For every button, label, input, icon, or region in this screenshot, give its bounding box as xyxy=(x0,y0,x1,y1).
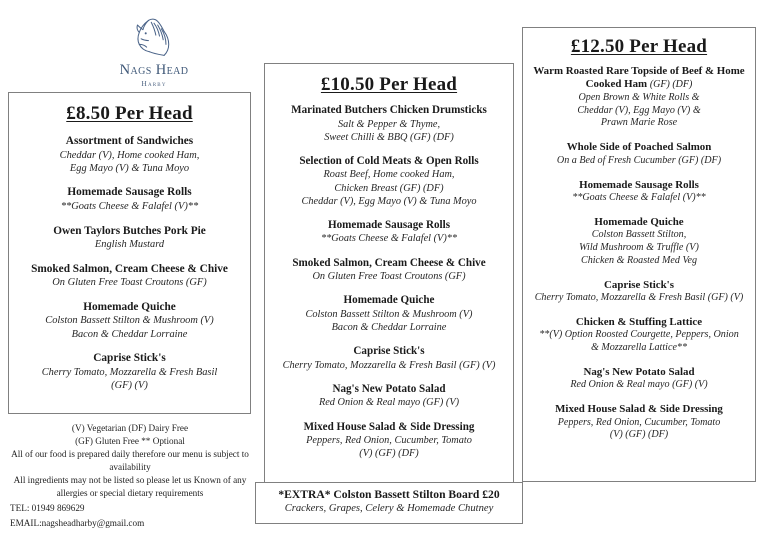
menu-item-name: Homemade Quiche xyxy=(343,294,435,307)
menu-item-name: Marinated Butchers Chicken Drumsticks xyxy=(291,104,487,116)
allergy-note: All ingredients may not be listed so please let us Known of any allergies or special dietary requirements xyxy=(13,475,247,499)
availability-note: All of our food is prepared daily therefore our menu is subject to availability xyxy=(11,449,249,473)
menu-item-name: Owen Taylors Butches Pork Pie xyxy=(53,224,206,237)
menu-item xyxy=(529,279,749,305)
menu-item-list xyxy=(271,104,507,460)
menu-item xyxy=(271,257,507,284)
menu-item xyxy=(529,316,749,355)
menu-item xyxy=(15,186,244,213)
panel-title: £8.50 Per Head xyxy=(66,103,193,124)
menu-item-desc: **Goats Cheese & Falafel (V)** xyxy=(320,233,458,245)
menu-item-name: Homemade Sausage Rolls xyxy=(327,218,451,231)
menu-item-name: Homemade Sausage Rolls xyxy=(579,178,699,191)
menu-item-name: Nag's New Potato Salad xyxy=(332,382,446,395)
menu-item-diet-tag: (GF) (DF) xyxy=(649,79,693,91)
menu-item-name: Smoked Salmon, Cream Cheese & Chive xyxy=(292,256,486,269)
contact-email: EMAIL:nagsheadharby@gmail.com xyxy=(10,518,145,529)
menu-item-desc: Colston Bassett Stilton & Mushroom (V) Bacon & Cheddar Lorraine xyxy=(305,308,473,334)
menu-item xyxy=(529,403,749,442)
menu-item-name: Caprise Stick's xyxy=(604,278,674,291)
menu-item-desc: Red Onion & Real mayo (GF) (V) xyxy=(570,379,708,391)
menu-item-desc: Salt & Pepper & Thyme, Sweet Chilli & BBQ (GF) (DF) xyxy=(324,118,454,143)
panel-title: £10.50 Per Head xyxy=(320,74,458,95)
menu-item-name: Mixed House Salad & Side Dressing xyxy=(303,420,475,433)
menu-item-name: Homemade Quiche xyxy=(594,215,684,228)
menu-item xyxy=(271,383,507,410)
menu-item-desc: On Gluten Free Toast Croutons (GF) xyxy=(52,277,207,289)
menu-item-desc: **Goats Cheese & Falafel (V)** xyxy=(572,191,706,203)
menu-item-desc: Cheddar (V), Home cooked Ham, Egg Mayo (V) & Tuna Moyo xyxy=(59,149,200,175)
menu-item xyxy=(529,366,749,392)
menu-item-name: Homemade Sausage Rolls xyxy=(67,186,192,199)
menu-item xyxy=(271,294,507,334)
brand-logo xyxy=(104,14,204,88)
menu-item-desc: English Mustard xyxy=(94,239,165,251)
menu-panel-10-50 xyxy=(264,63,514,483)
footnotes xyxy=(10,422,250,531)
menu-item-name xyxy=(529,65,749,92)
menu-item-desc: On Gluten Free Toast Croutons (GF) xyxy=(312,271,466,283)
menu-item-name: Smoked Salmon, Cream Cheese & Chive xyxy=(31,262,228,275)
dietary-legend-line-1: (V) Vegetarian (DF) Dairy Free xyxy=(71,423,189,433)
menu-item xyxy=(529,216,749,268)
menu-item xyxy=(15,352,244,392)
extra-addon-name: *EXTRA* Colston Bassett Stilton Board £20 xyxy=(278,488,500,501)
menu-item-name: Mixed House Salad & Side Dressing xyxy=(555,403,723,416)
panel-title: £12.50 Per Head xyxy=(570,36,708,57)
menu-item xyxy=(271,155,507,208)
menu-item xyxy=(271,421,507,461)
menu-item-desc: Open Brown & White Rolls & Cheddar (V), Egg Mayo (V) & Prawn Marie Rose xyxy=(577,91,701,129)
menu-item-list xyxy=(15,135,244,393)
menu-item xyxy=(529,179,749,205)
menu-item-desc: **Goats Cheese & Falafel (V)** xyxy=(60,201,199,213)
menu-item xyxy=(15,263,244,290)
menu-item xyxy=(15,225,244,252)
menu-item-name: Chicken & Stuffing Lattice xyxy=(575,315,703,328)
horse-head-icon xyxy=(126,14,182,60)
menu-item-desc: Cherry Tomato, Mozzarella & Fresh Basil (GF) (V) xyxy=(534,292,744,304)
menu-item-desc: **(V) Option Roosted Courgette, Peppers, Onion & Mozzarella Lattice** xyxy=(539,329,739,354)
menu-item-name: Selection of Cold Meats & Open Rolls xyxy=(299,154,479,167)
dietary-legend-line-2: (GF) Gluten Free ** Optional xyxy=(75,436,185,447)
brand-location: Harby xyxy=(141,79,167,89)
menu-item-desc: On a Bed of Fresh Cucumber (GF) (DF) xyxy=(556,154,722,166)
menu-item xyxy=(271,345,507,372)
menu-item-name: Nag's New Potato Salad xyxy=(583,366,695,379)
menu-item-name: Homemade Quiche xyxy=(83,300,176,313)
menu-item-name: Caprise Stick's xyxy=(93,352,166,365)
extra-addon-desc: Crackers, Grapes, Celery & Homemade Chutney xyxy=(284,503,494,515)
menu-item-desc: Colston Bassett Stilton, Wild Mushroom & Truffle (V) Chicken & Roasted Med Veg xyxy=(579,229,699,266)
menu-item xyxy=(15,135,244,175)
extra-addon-panel xyxy=(255,482,523,524)
menu-item-desc: Colston Bassett Stilton & Mushroom (V) Bacon & Cheddar Lorraine xyxy=(45,315,214,340)
menu-item xyxy=(529,65,749,130)
menu-item-name: Caprise Stick's xyxy=(353,345,425,358)
menu-item xyxy=(271,219,507,246)
menu-item-desc: Red Onion & Real mayo (GF) (V) xyxy=(318,397,460,409)
menu-item xyxy=(529,141,749,167)
menu-item-name-text: Warm Roasted Rare Topside of Beef & Home Cooked Ham xyxy=(533,65,745,91)
menu-panel-12-50 xyxy=(522,27,756,482)
extra-addon-item xyxy=(262,488,516,516)
menu-item-desc: Roast Beef, Home cooked Ham, Chicken Breast (GF) (DF) Cheddar (V), Egg Mayo (V) & Tuna Moyo xyxy=(301,169,477,207)
brand-name: Nags Head xyxy=(119,62,189,78)
menu-panel-8-50 xyxy=(8,92,251,414)
contact-telephone: TEL: 01949 869629 xyxy=(10,503,85,514)
menu-item-name: Whole Side of Poached Salmon xyxy=(566,141,712,154)
menu-item-desc: Peppers, Red Onion, Cucumber, Tomato (V) (GF) (DF) xyxy=(557,416,721,441)
menu-item xyxy=(15,301,244,341)
menu-item-desc: Cherry Tomato, Mozzarella & Fresh Basil (GF) (V) xyxy=(282,359,496,371)
menu-item-desc: Peppers, Red Onion, Cucumber, Tomato (V) (GF) (DF) xyxy=(306,435,472,460)
menu-item-name: Assortment of Sandwiches xyxy=(65,135,194,147)
menu-item-list xyxy=(529,65,749,442)
menu-item-desc: Cherry Tomato, Mozzarella & Fresh Basil (GF) (V) xyxy=(41,366,218,392)
menu-item xyxy=(271,104,507,144)
